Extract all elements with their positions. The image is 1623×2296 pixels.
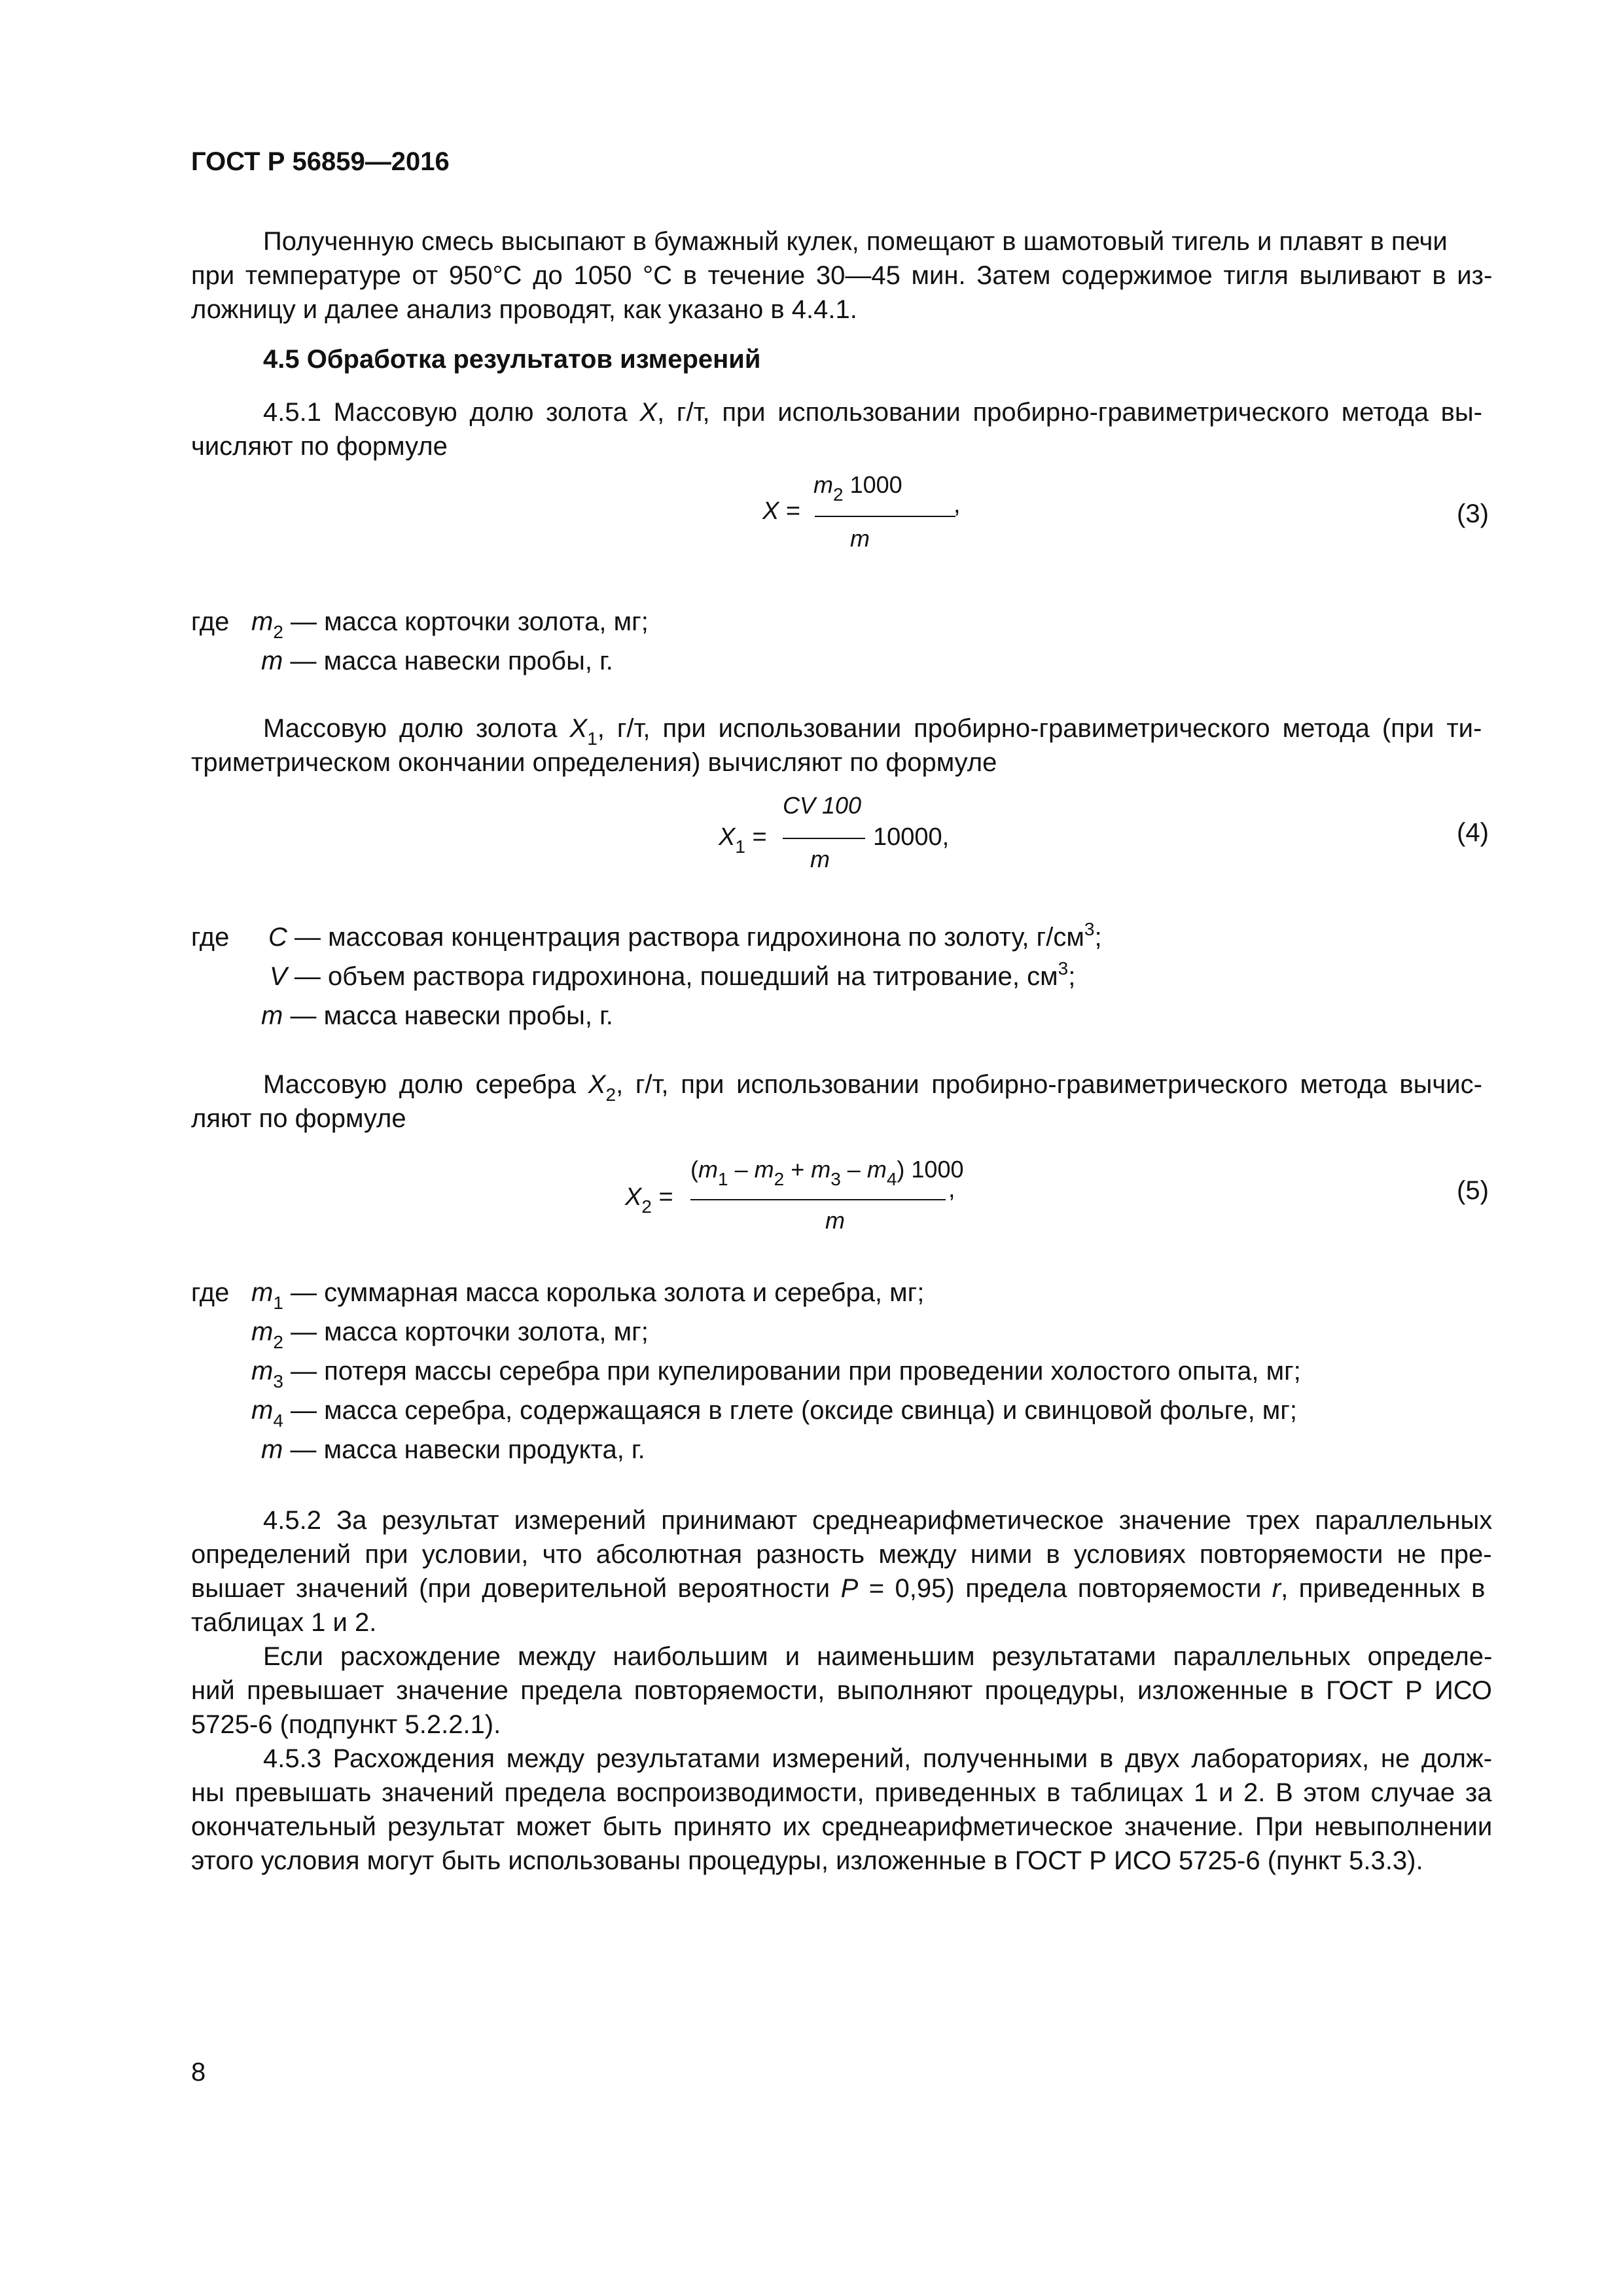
where5-item-4: $m_4$ — масса серебра, содержащаяся в глете (оксиде свинца) и свинцовой фольге, мг; [251, 1396, 1298, 1431]
where-label-4: где [191, 923, 230, 952]
formula-3-denominator: m [850, 525, 870, 552]
where5-item-3: $m_3$ — потеря массы серебра при купелировании при проведении холостого опыта, мг; [251, 1357, 1301, 1391]
where4-item-3: m — масса навески пробы, г. [261, 1001, 613, 1030]
where5-item-2: $m_2$ — масса корточки золота, мг; [251, 1318, 649, 1352]
where3-item-1: $m_2$ — масса корточки золота, мг; [251, 607, 649, 642]
document-id: ГОСТ Р 56859—2016 [191, 147, 450, 176]
formula-5-numerator: $(m_1 - m_2 + m_3 - m_4)$ 1000 [690, 1156, 964, 1189]
where4-item-1: C — массовая концентрация раствора гидрохинона по золоту, $г/см^3$; [268, 919, 1102, 952]
p452-line-1: 4.5.2 За результат измерений принимают среднеарифметическое значение трех параллельных [263, 1506, 1493, 1535]
formula-5-lhs: $X_2$ = [625, 1183, 673, 1217]
p453-line-3: окончательный результат может быть принято их среднеарифметическое значение. При невыполнении [191, 1812, 1493, 1841]
where-label-3: где [191, 607, 230, 636]
px2-line-2: ляют по формуле [191, 1104, 406, 1133]
where5-item-1: $m_1$ — суммарная масса королька золота и серебра, мг; [251, 1278, 925, 1313]
formula-3-comma: , [954, 491, 961, 518]
px1-line-1: Массовую долю золота $X_1$, г/т, при использовании пробирно-гравиметрического метода (при ти- [263, 714, 1482, 749]
p453-line-1: 4.5.3 Расхождения между результатами измерений, полученными в двух лабораториях, не долж- [263, 1744, 1493, 1773]
formula-5-number: (5) [1457, 1176, 1489, 1205]
formula-3-lhs: X = [762, 497, 801, 525]
formula-4-factor: 10000, [873, 823, 950, 851]
formula-4-numerator: CV 100 [783, 792, 862, 819]
intro-line-1: Полученную смесь высыпают в бумажный кулек, помещают в шамотовый тигель и плавят в печи [263, 227, 1448, 256]
where3-item-2: m — масса навески пробы, г. [261, 647, 613, 675]
intro-line-3: ложницу и далее анализ проводят, как указано в 4.4.1. [191, 295, 857, 324]
px2-line-1: Массовую долю серебра $X_2$, г/т, при использовании пробирно-гравиметрического метода вычис- [263, 1070, 1482, 1105]
formula-4-denominator: m [810, 846, 830, 872]
where-label-5: где [191, 1278, 230, 1307]
intro-line-2: при температуре от 950°C до 1050 °C в течение 30—45 мин. Затем содержимое тигля выливают в из- [191, 261, 1493, 290]
where4-item-2: V — объем раствора гидрохинона, пошедший на титрование, $см^3$; [270, 958, 1076, 991]
formula-5-comma: , [948, 1175, 955, 1203]
formula-3-numerator: $m_2$ 1000 [813, 471, 902, 505]
formula-3-number: (3) [1457, 499, 1489, 528]
formula-5-fraction-bar [690, 1199, 946, 1200]
p452-line-3: вышает значений (при доверительной вероятности P = 0,95) предела повторяемости r, приведенных в [191, 1574, 1486, 1603]
formula-5-denominator: m [825, 1207, 845, 1234]
p451-line-1: 4.5.1 Массовую долю золота X, г/т, при использовании пробирно-гравиметрического метода вы- [263, 398, 1482, 427]
formula-3-fraction-bar [815, 516, 955, 517]
p452b-line-3: 5725-6 (подпункт 5.2.2.1). [191, 1710, 501, 1739]
px1-line-2: триметрическом окончании определения) вычисляют по формуле [191, 748, 997, 777]
p452-line-2: определений при условии, что абсолютная разность между ними в условиях повторяемости не пре- [191, 1540, 1492, 1569]
formula-4-lhs: $X_1$ = [719, 823, 767, 857]
p452b-line-1: Если расхождение между наибольшим и наименьшим результатами параллельных определе- [263, 1642, 1493, 1671]
p452-line-4: таблицах 1 и 2. [191, 1608, 377, 1637]
p453-line-4: этого условия могут быть использованы процедуры, изложенные в ГОСТ Р ИСО 5725-6 (пункт 5.3.3). [191, 1846, 1423, 1875]
formula-4-fraction-bar [783, 838, 865, 839]
p451-line-2: числяют по формуле [191, 432, 448, 461]
p453-line-2: ны превышать значений предела воспроизводимости, приведенных в таблицах 1 и 2. В этом случае за [191, 1778, 1492, 1807]
where5-item-5: m — масса навески продукта, г. [261, 1435, 645, 1464]
p452b-line-2: ний превышает значение предела повторяемости, выполняют процедуры, изложенные в ГОСТ Р ИСО [191, 1676, 1492, 1705]
section-title: 4.5 Обработка результатов измерений [263, 345, 761, 374]
formula-4-number: (4) [1457, 818, 1489, 847]
page-number: 8 [191, 2058, 206, 2087]
